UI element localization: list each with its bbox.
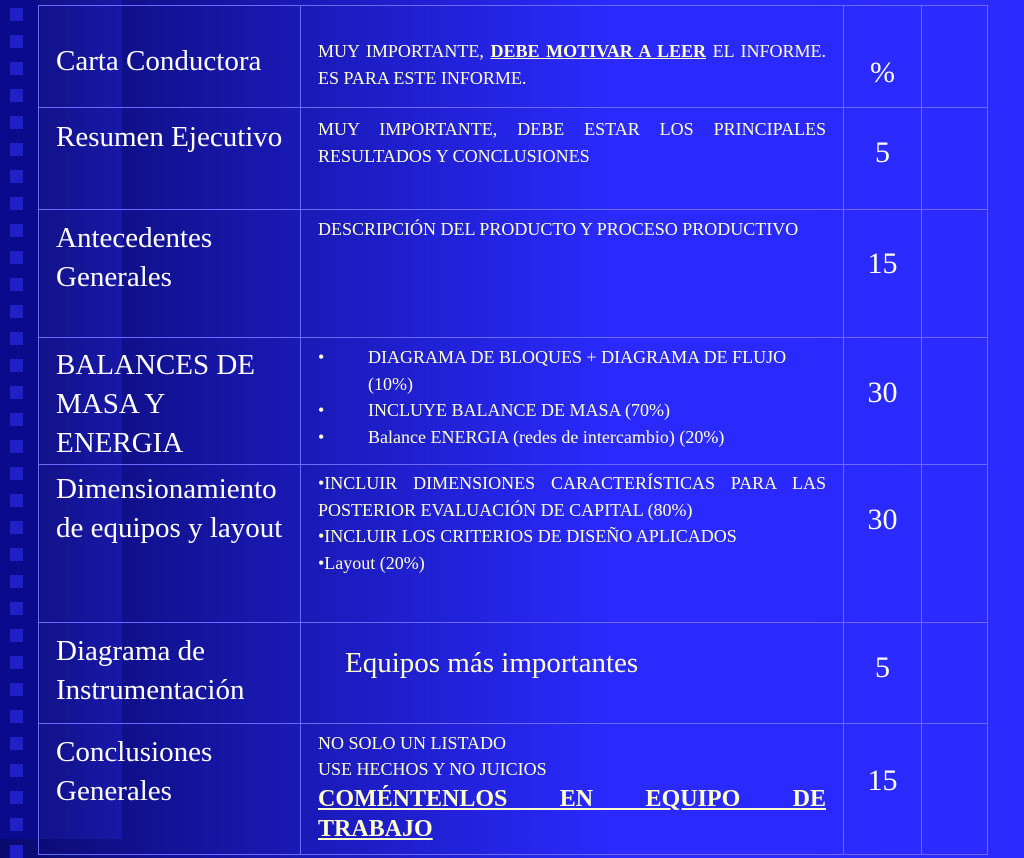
decorative-square bbox=[10, 359, 23, 372]
table-row bbox=[39, 724, 988, 855]
decorative-square bbox=[10, 332, 23, 345]
decorative-square bbox=[10, 251, 23, 264]
decorative-square bbox=[10, 413, 23, 426]
decorative-square bbox=[10, 197, 23, 210]
decorative-square bbox=[10, 494, 23, 507]
decorative-square bbox=[10, 629, 23, 642]
desc-line: USE HECHOS Y NO JUICIOS bbox=[318, 759, 547, 779]
decorative-square bbox=[10, 35, 23, 48]
row-percent: 30 bbox=[867, 503, 898, 536]
row-percent: 5 bbox=[875, 136, 890, 169]
table-row bbox=[39, 338, 988, 465]
decorative-square bbox=[10, 818, 23, 831]
table-row bbox=[39, 6, 988, 108]
row-title: Dimensionamiento de equipos y layout bbox=[56, 473, 283, 544]
decorative-square bbox=[10, 656, 23, 669]
decorative-square bbox=[10, 8, 23, 21]
decorative-square bbox=[10, 521, 23, 534]
row-percent: 30 bbox=[867, 376, 898, 409]
list-item: • DIAGRAMA DE BLOQUES + DIAGRAMA DE FLUJO (10%) bbox=[318, 347, 787, 394]
table-row bbox=[39, 210, 988, 338]
decorative-square bbox=[10, 62, 23, 75]
desc-line: •INCLUIR DIMENSIONES CARACTERÍSTICAS PARA LAS POSTERIOR EVALUACIÓN DE CAPITAL (80%) bbox=[318, 473, 826, 520]
decorative-square bbox=[10, 575, 23, 588]
desc-line: •INCLUIR LOS CRITERIOS DE DISEÑO APLICADOS bbox=[318, 526, 737, 546]
row-title: Resumen Ejecutivo bbox=[56, 121, 283, 153]
row-description: Equipos más importantes bbox=[345, 647, 639, 679]
decorative-square bbox=[10, 764, 23, 777]
decorative-square bbox=[10, 89, 23, 102]
decorative-square bbox=[10, 845, 23, 858]
report-criteria-table bbox=[38, 5, 988, 855]
table-row bbox=[39, 465, 988, 623]
row-title: BALANCES DE MASA Y ENERGIA bbox=[56, 349, 255, 459]
desc-line: •Layout (20%) bbox=[318, 552, 425, 573]
row-title: Conclusiones Generales bbox=[56, 736, 213, 807]
row-description bbox=[301, 724, 843, 844]
row-percent: 15 bbox=[867, 764, 898, 797]
decorative-square bbox=[10, 602, 23, 615]
row-bullet-list bbox=[301, 338, 843, 450]
decorative-square bbox=[10, 305, 23, 318]
table-row bbox=[39, 108, 988, 210]
row-title: Carta Conductora bbox=[56, 45, 262, 77]
decorative-square bbox=[10, 143, 23, 156]
decorative-square bbox=[10, 386, 23, 399]
emphasis-line: COMÉNTENLOS EN EQUIPO DE bbox=[318, 786, 826, 812]
list-item: • INCLUYE BALANCE DE MASA (70%) bbox=[318, 400, 670, 420]
decorative-square bbox=[10, 548, 23, 561]
row-title: Diagrama de Instrumentación bbox=[56, 635, 245, 706]
desc-line: NO SOLO UN LISTADO bbox=[318, 733, 507, 753]
decorative-square bbox=[10, 116, 23, 129]
row-description: DESCRIPCIÓN DEL PRODUCTO Y PROCESO PRODUCTIVO bbox=[318, 219, 799, 239]
list-item: • Balance ENERGIA (redes de intercambio) (20%) bbox=[318, 426, 725, 447]
row-description: MUY IMPORTANTE, DEBE ESTAR LOS PRINCIPALES RESULTADOS Y CONCLUSIONES bbox=[318, 119, 826, 166]
table-row bbox=[39, 623, 988, 724]
row-description bbox=[301, 465, 843, 576]
row-percent: 15 bbox=[867, 247, 898, 280]
decorative-square bbox=[10, 224, 23, 237]
row-percent: 5 bbox=[875, 651, 890, 684]
emphasis-line: TRABAJO bbox=[318, 816, 433, 842]
row-percent: % bbox=[870, 56, 895, 89]
row-description: MUY IMPORTANTE, DEBE MOTIVAR A LEER EL INFORME. ES PARA ESTE INFORME. bbox=[318, 41, 827, 88]
decorative-square bbox=[10, 170, 23, 183]
decorative-square bbox=[10, 467, 23, 480]
decorative-square bbox=[10, 278, 23, 291]
decorative-square bbox=[10, 791, 23, 804]
decorative-square bbox=[10, 710, 23, 723]
row-title: Antecedentes Generales bbox=[56, 222, 213, 293]
decorative-square bbox=[10, 737, 23, 750]
decorative-square bbox=[10, 683, 23, 696]
decorative-square bbox=[10, 440, 23, 453]
